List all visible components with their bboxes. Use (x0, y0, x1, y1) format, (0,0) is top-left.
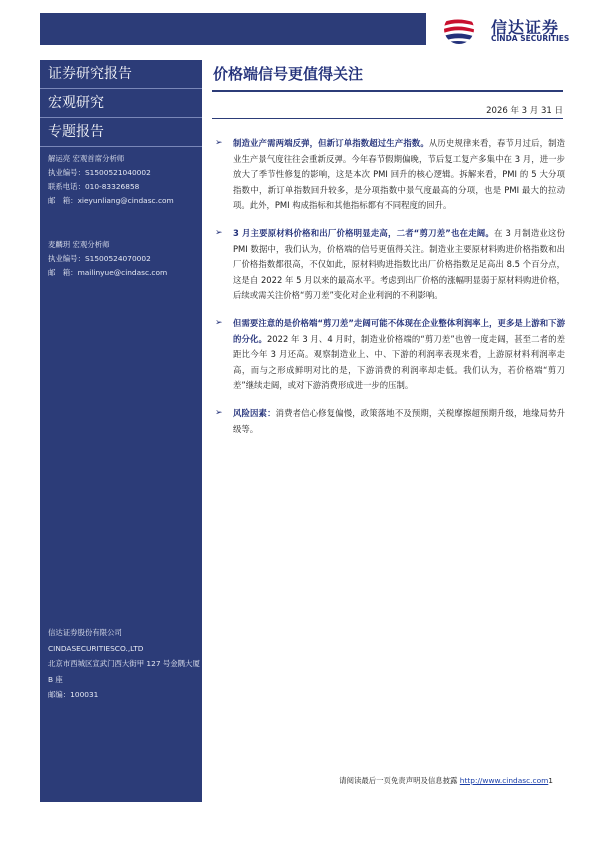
analyst-phone: 联系电话：010-83326858 (48, 182, 140, 191)
sidebar-heading-subtype: 专题报告 (40, 118, 202, 147)
logo-text-en: CINDA SECURITIES (491, 34, 570, 43)
arrow-bullet-icon: ➢ (215, 138, 223, 148)
arrow-bullet-icon: ➢ (215, 407, 223, 418)
footer-website-link[interactable]: http://www.cindasc.com (459, 776, 549, 785)
title-divider (212, 90, 563, 92)
footer-note-text: 请阅读最后一页免责声明及信息披露 (339, 776, 460, 785)
bullet-body: 消费者信心修复偏慢，政策落地不及预期，关税摩擦超预期升级，地缘局势升级等。 (233, 407, 566, 434)
logo-text-cn: 信达证券 (491, 18, 560, 37)
analyst-title: 麦麟玥 宏观分析师 (48, 240, 110, 249)
summary-bullet (215, 226, 565, 304)
analyst-email[interactable]: 邮 箱：mailinyue@cindasc.com (48, 268, 168, 277)
analyst-card (48, 152, 200, 208)
sidebar (40, 60, 202, 802)
arrow-bullet-icon: ➢ (215, 317, 223, 328)
bullet-body: 在 3 月制造业这份 PMI 数据中，我们认为，价格端的信号更值得关注。制造业主要原材料购进价格指数和出厂价格指数都很高，不仅如此，原材料购进指数比出厂价格指数足足高出 8.5 个百分点，这是自 2022 年 5 月以来的最高水平。考虑到出厂价格的涨幅明显弱于原材料购进价格，后续或需关注价格“剪刀差”变化对企业利润的不利影响。 (233, 227, 565, 301)
company-name-cn: 信达证券股份有限公司 (48, 628, 122, 637)
bullet-body: 2022 年 3 月、4 月时，制造业价格端的“剪刀差”也曾一度走阔，甚至二者的差距比今年 3 月还高。观察制造业上、中、下游的利润率表现来看，上游原材料利润率走高，而与之形成鲜明对比的是，下游消费的利润率却走低。我们认为，若价格端“剪刀差”继续走阔，或对下游消费形成进一步的压制。 (233, 333, 566, 391)
header-bar (40, 13, 426, 45)
analyst-title: 解运亮 宏观首席分析师 (48, 154, 125, 163)
bullet-lead: 制造业产需两端反弹，但新订单指数超过生产指数。 (233, 138, 429, 148)
company-info (48, 625, 200, 703)
analyst-license: 执业编号：S1500521040002 (48, 168, 151, 177)
bullet-body: 从历史规律来看，春节月过后，制造业生产景气度往往会重新反弹。今年春节假期偏晚，节后复工复产多集中在 3 月，进一步放大了季节性修复的影响，这是本次 PMI 回升的核心逻辑。拆解来看，PMI 的 5 大分项指数中，新订单指数回升较多，是分项指数中景气度最高的分项，也是 PMI 最大的拉动项。此外，PMI 构成指标和其他指标都有不同程度的回升。 (233, 138, 566, 211)
company-logo (437, 13, 587, 45)
analyst-card (48, 238, 200, 280)
company-postcode: 邮编：100031 (48, 690, 99, 699)
report-date: 2026 年 3 月 31 日 (486, 106, 563, 116)
footer-disclaimer (339, 775, 553, 786)
report-title: 价格端信号更值得关注 (213, 65, 364, 83)
analyst-email[interactable]: 邮 箱：xieyunliang@cindasc.com (48, 196, 174, 205)
summary-bullet (215, 406, 565, 437)
sidebar-heading-category: 宏观研究 (40, 89, 202, 118)
summary-bullets (215, 136, 565, 449)
company-address: 北京市西城区宣武门西大街甲 127 号金隅大厦 B 座 (48, 659, 200, 684)
arrow-bullet-icon: ➢ (215, 227, 223, 238)
bullet-lead: 3 月主要原材料价格和出厂价格明显走高，二者“剪刀差”也在走阔。 (233, 227, 494, 238)
bullet-lead: 风险因素： (233, 407, 276, 418)
date-divider (212, 118, 563, 119)
summary-bullet (215, 136, 565, 214)
company-name-en: CINDASECURITIESCO.,LTD (48, 643, 144, 653)
summary-bullet (215, 316, 565, 394)
page-number: 1 (548, 776, 553, 785)
cinda-globe-icon (437, 13, 485, 45)
sidebar-heading-report-type: 证券研究报告 (40, 60, 202, 89)
bullet-lead: 但需要注意的是价格端“剪刀差”走阔可能不体现在企业整体利润率上，更多是上游和下游的分化。 (233, 317, 565, 344)
analyst-license: 执业编号：S1500524070002 (48, 254, 151, 263)
